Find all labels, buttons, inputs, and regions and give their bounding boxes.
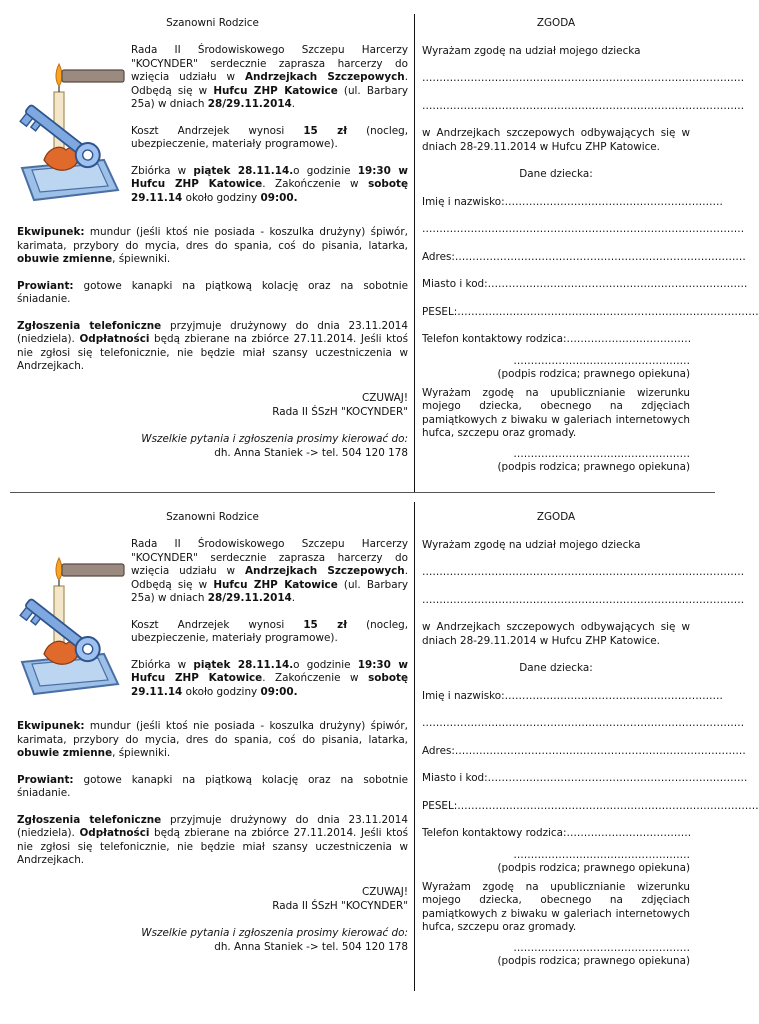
consent-form — [422, 511, 759, 969]
invitation-paragraph — [131, 538, 408, 606]
child-data-heading: Dane dziecka: — [519, 662, 593, 674]
meeting-text: . Zakończenie w — [262, 178, 369, 190]
equipment-paragraph — [17, 720, 408, 761]
consent-text: w Andrzejkach szczepowych odbywających się w dniach 28-29.11.2014 w Hufcu ZHP Katowice. — [422, 127, 690, 153]
end-time: 09:00. — [260, 191, 298, 204]
signup-text: będą zbierane na zbiórce 27.11.2014. Jeśli ktoś nie zgłosi się telefonicznie, nie będzie miał szansy uczestniczenia w Andrzejkach. — [17, 827, 408, 866]
consent-text: w Andrzejkach szczepowych odbywających się w dniach 28-29.11.2014 w Hufcu ZHP Katowice. — [422, 621, 690, 647]
signature-label: (podpis rodzica; prawnego opiekuna) — [497, 368, 690, 380]
city-field[interactable]: Miasto i kod:………………………………………………………………… — [422, 278, 748, 290]
meeting-time: 19:30 w Hufcu ZHP Katowice — [131, 658, 408, 684]
equipment-paragraph — [17, 226, 408, 267]
food-text: gotowe kanapki na piątkową kolację oraz na sobotnie śniadanie. — [17, 773, 408, 799]
signature-block — [17, 392, 408, 460]
meeting-text: około godziny — [182, 685, 261, 698]
cost-text: Koszt Andrzejek wynosi — [131, 124, 304, 137]
consent-heading: ZGODA — [536, 17, 576, 29]
cost-value: 15 zł — [303, 124, 348, 137]
meeting-text: Zbiórka w — [131, 658, 194, 671]
signature-label: (podpis rodzica; prawnego opiekuna) — [497, 955, 690, 967]
flyer-bottom — [0, 494, 759, 987]
intro-text: . Odbędą się w — [131, 71, 408, 97]
child-name-line[interactable]: ………………………………………………………………………………… — [422, 72, 745, 84]
greeting-closing: CZUWAJ! — [361, 886, 408, 898]
signup-paragraph — [17, 320, 408, 374]
food-paragraph — [17, 280, 408, 307]
cut-line — [10, 492, 715, 493]
candle-key-illustration — [14, 534, 124, 699]
venue: Hufcu ZHP Katowice — [213, 84, 338, 97]
name-field[interactable]: Imię i nazwisko:……………………………………………………… — [422, 689, 723, 702]
invitation-intro — [131, 538, 408, 699]
meeting-text: około godziny — [182, 191, 261, 204]
consent-text: Wyrażam zgodę na udział mojego dziecka — [422, 538, 641, 551]
venue: Hufcu ZHP Katowice — [213, 578, 338, 591]
event-name: Andrzejkach Szczepowych — [244, 71, 405, 83]
equipment-label: Ekwipunek: — [17, 720, 85, 732]
greeting-heading: Szanowni Rodzice — [166, 511, 259, 523]
meeting-day: piątek 28.11.14. — [193, 658, 294, 671]
organizer-name: Rada II ŚSzH "KOCYNDER" — [272, 405, 408, 418]
address-field[interactable]: Adres:………………………………………………………………………… — [422, 744, 746, 757]
flyer-top — [0, 0, 759, 493]
event-dates: 28/29.11.2014 — [207, 98, 292, 110]
child-name-line[interactable]: ………………………………………………………………………………… — [422, 593, 745, 606]
contact-info: dh. Anna Staniek -> tel. 504 120 178 — [214, 446, 408, 459]
intro-text: (ul. Barbary 25a) w dniach — [131, 578, 409, 604]
consent-form — [422, 17, 759, 475]
child-name-line[interactable]: ………………………………………………………………………………… — [422, 566, 745, 578]
candle-key-illustration — [14, 40, 124, 205]
signup-text: przyjmuje drużynowy do dnia 23.11.2014 (niedziela). — [17, 813, 409, 839]
intro-text: Rada II Środowiskowego Szczepu Harcerzy "KOCYNDER" serdecznie zaprasza harcerzy do wzięcia udziału w — [131, 44, 408, 83]
meeting-paragraph — [131, 165, 408, 206]
image-consent-text: Wyrażam zgodę na upublicznianie wizerunku mojego dziecka, obecnego na zdjęciach pamiątkowych z biwaku w galeriach internetowych hufca, szczepu oraz gromady. — [422, 880, 690, 933]
event-name: Andrzejkach Szczepowych — [244, 565, 405, 577]
intro-text: Rada II Środowiskowego Szczepu Harcerzy "KOCYNDER" serdecznie zaprasza harcerzy do wzięcia udziału w — [131, 538, 408, 577]
meeting-paragraph — [131, 659, 408, 700]
equipment-text: mundur (jeśli ktoś nie posiada - koszulka drużyny) śpiwór, karimata, przybory do mycia, dres do spania, coś do pisania, latarka, — [17, 226, 408, 252]
cost-text: (nocleg, ubezpieczenie, materiały programowe). — [131, 618, 408, 644]
equipment-text: , śpiewniki. — [112, 747, 171, 759]
image-consent-text: Wyrażam zgodę na upublicznianie wizerunku mojego dziecka, obecnego na zdjęciach pamiątkowych z biwaku w galeriach internetowych hufca, szczepu oraz gromady. — [422, 386, 690, 439]
greeting-closing: CZUWAJ! — [361, 392, 408, 404]
meeting-day: piątek 28.11.14. — [193, 164, 294, 177]
intro-text: (ul. Barbary 25a) w dniach — [131, 84, 409, 110]
signature-line[interactable]: …………………………………………… — [513, 941, 690, 954]
equipment-text: mundur (jeśli ktoś nie posiada - koszulka drużyny) śpiwór, karimata, przybory do mycia, dres do spania, coś do pisania, latarka, — [17, 720, 408, 746]
name-field-continued[interactable]: ………………………………………………………………………………… — [422, 717, 745, 729]
meeting-time: 19:30 w Hufcu ZHP Katowice — [131, 164, 408, 190]
details-block — [17, 720, 408, 868]
consent-text: Wyrażam zgodę na udział mojego dziecka — [422, 44, 641, 57]
questions-note: Wszelkie pytania i zgłoszenia prosimy kierować do: — [141, 433, 408, 445]
parent-phone-field[interactable]: Telefon kontaktowy rodzica:……………………………… — [422, 333, 692, 345]
details-block — [17, 226, 408, 374]
invitation-intro — [131, 44, 408, 205]
address-field[interactable]: Adres:………………………………………………………………………… — [422, 250, 746, 263]
child-name-line[interactable]: ………………………………………………………………………………… — [422, 99, 745, 112]
pesel-field[interactable]: PESEL:…………………………………………………………………………… — [422, 799, 759, 812]
food-text: gotowe kanapki na piątkową kolację oraz na sobotnie śniadanie. — [17, 279, 408, 305]
food-paragraph — [17, 774, 408, 801]
end-day: sobotę 29.11.14 — [131, 178, 408, 204]
intro-text: . — [291, 592, 296, 604]
consent-heading: ZGODA — [536, 511, 576, 523]
column-divider — [414, 502, 415, 991]
signup-label: Zgłoszenia telefoniczne — [17, 813, 162, 826]
column-divider — [414, 14, 415, 492]
organizer-name: Rada II ŚSzH "KOCYNDER" — [272, 899, 408, 912]
equipment-label: Ekwipunek: — [17, 226, 85, 238]
questions-note: Wszelkie pytania i zgłoszenia prosimy kierować do: — [141, 927, 408, 939]
equipment-highlight: obuwie zmienne — [17, 253, 113, 265]
signup-label: Zgłoszenia telefoniczne — [17, 319, 162, 332]
meeting-text: Zbiórka w — [131, 164, 194, 177]
pesel-field[interactable]: PESEL:…………………………………………………………………………… — [422, 305, 759, 318]
parent-phone-field[interactable]: Telefon kontaktowy rodzica:……………………………… — [422, 827, 692, 839]
greeting-heading: Szanowni Rodzice — [166, 17, 259, 29]
city-field[interactable]: Miasto i kod:………………………………………………………………… — [422, 772, 748, 784]
cost-paragraph — [131, 619, 408, 646]
contact-info: dh. Anna Staniek -> tel. 504 120 178 — [214, 940, 408, 953]
cost-text: (nocleg, ubezpieczenie, materiały programowe). — [131, 124, 408, 150]
invitation-paragraph — [131, 44, 408, 112]
intro-text: . — [291, 98, 296, 110]
name-field[interactable]: Imię i nazwisko:……………………………………………………… — [422, 195, 723, 208]
payment-label: Odpłatności — [79, 827, 150, 839]
name-field-continued[interactable]: ………………………………………………………………………………… — [422, 223, 745, 235]
signature-label: (podpis rodzica; prawnego opiekuna) — [497, 862, 690, 874]
cost-value: 15 zł — [303, 618, 348, 631]
meeting-text: o godzinie — [293, 164, 358, 177]
food-label: Prowiant: — [17, 279, 74, 292]
event-dates: 28/29.11.2014 — [207, 592, 292, 604]
signature-line[interactable]: …………………………………………… — [513, 447, 690, 460]
signup-text: będą zbierane na zbiórce 27.11.2014. Jeśli ktoś nie zgłosi się telefonicznie, nie będzie miał szansy uczestniczenia w Andrzejkach. — [17, 333, 408, 372]
food-label: Prowiant: — [17, 773, 74, 786]
payment-label: Odpłatności — [79, 333, 150, 345]
signup-text: przyjmuje drużynowy do dnia 23.11.2014 (niedziela). — [17, 319, 409, 345]
child-data-heading: Dane dziecka: — [519, 168, 593, 180]
signature-line[interactable]: …………………………………………… — [513, 354, 690, 367]
end-time: 09:00. — [260, 685, 298, 698]
signup-paragraph — [17, 814, 408, 868]
equipment-text: , śpiewniki. — [112, 253, 171, 265]
signature-block — [17, 886, 408, 954]
signature-label: (podpis rodzica; prawnego opiekuna) — [497, 461, 690, 473]
intro-text: . Odbędą się w — [131, 565, 408, 591]
end-day: sobotę 29.11.14 — [131, 672, 408, 698]
cost-text: Koszt Andrzejek wynosi — [131, 618, 304, 631]
meeting-text: o godzinie — [293, 658, 358, 671]
meeting-text: . Zakończenie w — [262, 672, 369, 684]
signature-line[interactable]: …………………………………………… — [513, 848, 690, 861]
cost-paragraph — [131, 125, 408, 152]
equipment-highlight: obuwie zmienne — [17, 747, 113, 759]
